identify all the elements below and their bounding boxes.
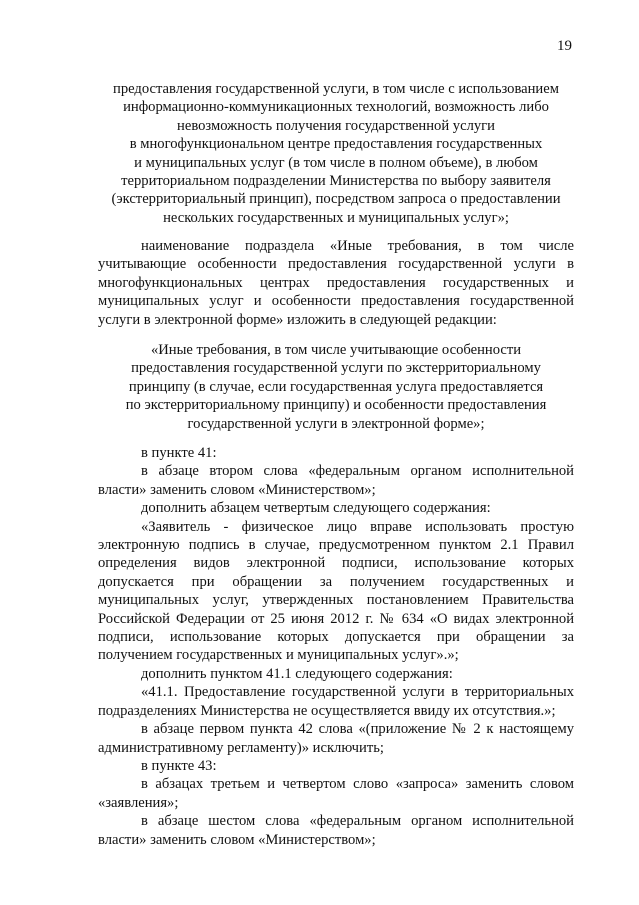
new-subsection-title: [98, 341, 574, 433]
paragraph: дополнить абзацем четвертым следующего содержания:: [141, 500, 491, 517]
text-line: территориальном подразделении Министерства по выбору заявителя: [121, 173, 551, 190]
text-line: в многофункциональном центре предоставления государственных: [129, 136, 543, 153]
paragraph: в абзацах третьем и четвертом слово «запроса» заменить словом «заявления»;: [98, 776, 574, 811]
text-line: невозможность получения государственной услуги: [177, 117, 495, 134]
text-line: по экстерриториальному принципу) и особенности предоставления: [125, 397, 547, 414]
paragraph: дополнить пунктом 41.1 следующего содержания:: [141, 665, 453, 682]
text-line: предоставления государственной услуги, в том числе с использованием: [113, 81, 559, 97]
paragraph: в абзаце первом пункта 42 слова «(приложение № 2 к настоящему административному регламенту)» исключить;: [98, 721, 574, 756]
amendments-list: [98, 444, 574, 849]
paragraph: «41.1. Предоставление государственной услуги в территориальных подразделениях Министерства не осуществляется ввиду их отсутствия.»;: [98, 684, 574, 719]
text-line: государственной услуги в электронной форме»;: [187, 415, 485, 432]
paragraph: в абзаце втором слова «федеральным органом исполнительной власти» заменить словом «Министерством»;: [98, 463, 574, 498]
subsection-title-amendment: наименование подраздела «Иные требования, в том числе учитывающие особенности предоставления государственной услуги в многофункциональных центрах предоставления государственных и муниципальных услуг и особенности предоставления государственной услуги в электронной форме» изложить в следующей редакции:: [98, 238, 574, 328]
continuation-block: [98, 80, 574, 227]
text-line: и муниципальных услуг (в том числе в полном объеме), в любом: [134, 154, 538, 171]
paragraph: в пункте 43:: [141, 757, 217, 774]
text-line: (экстерриториальный принцип), посредством запроса о предоставлении: [111, 191, 561, 208]
text-line: предоставления государственной услуги по экстерриториальному: [131, 360, 541, 377]
text-line: нескольких государственных и муниципальных услуг»;: [163, 209, 509, 226]
text-line: принципу (в случае, если государственная услуга предоставляется: [128, 378, 544, 395]
paragraph: в абзаце шестом слова «федеральным органом исполнительной власти» заменить словом «Министерством»;: [98, 813, 574, 848]
paragraph: в пункте 41:: [141, 445, 217, 461]
text-line: информационно-коммуникационных технологий, возможность либо: [123, 99, 549, 116]
text-line: «Иные требования, в том числе учитывающие особенности: [150, 342, 522, 358]
page-number: 19: [557, 38, 572, 54]
paragraph: «Заявитель - физическое лицо вправе использовать простую электронную подпись в случае, предусмотренном пунктом 2.1 Правил определения видов электронной подписи, использование которых допускается при обращении за получением государственных и муниципальных услуг, утвержденных постановлением Правительства Российской Федерации от 25 июня 2012 г. № 634 «О видах электронной подписи, использование которых допускается при обращении за получением государственных и муниципальных услуг».»;: [98, 518, 574, 664]
